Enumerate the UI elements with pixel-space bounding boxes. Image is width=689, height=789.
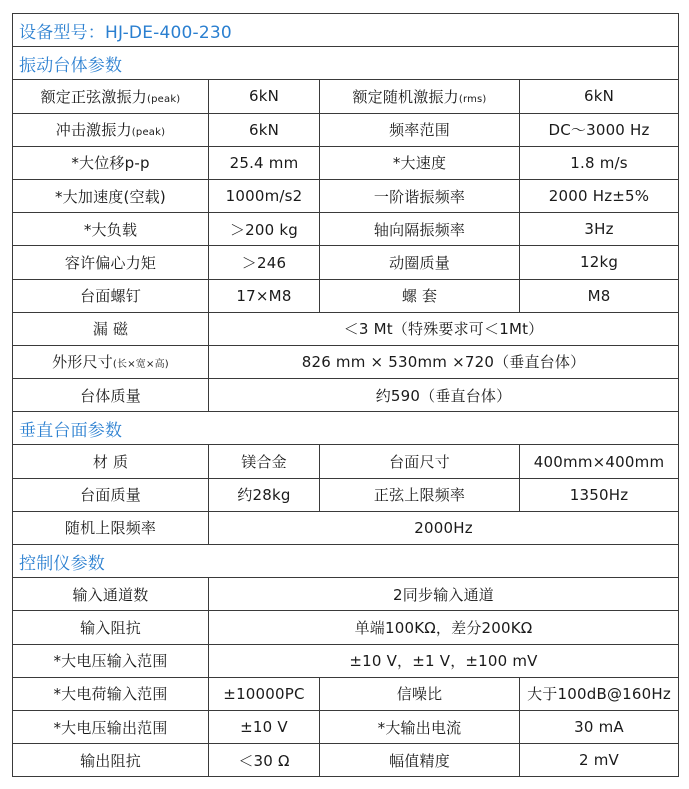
- param-label: 额定正弦激振力(peak): [13, 80, 209, 113]
- param-label: *大电荷输入范围: [13, 677, 209, 710]
- table-row: [13, 744, 679, 777]
- param-value: ＜3 Mt（特殊要求可＜1Mt）: [209, 312, 679, 345]
- param-label: *大负载: [13, 213, 209, 246]
- table-row: [13, 478, 679, 511]
- section-header-row: [13, 412, 679, 445]
- section-heading-table: 垂直台面参数: [13, 412, 679, 445]
- param-value: 2000 Hz±5%: [520, 179, 679, 212]
- param-label: 正弦上限频率: [320, 478, 520, 511]
- param-value: 400mm×400mm: [520, 445, 679, 478]
- param-value: 6kN: [209, 80, 320, 113]
- param-label: 一阶谐振频率: [320, 179, 520, 212]
- label-suffix: (peak): [146, 93, 181, 105]
- param-label: 输入通道数: [13, 578, 209, 611]
- param-label: *大加速度(空载): [13, 179, 209, 212]
- param-value: DC～3000 Hz: [520, 113, 679, 146]
- param-value: 6kN: [209, 113, 320, 146]
- model-row: [13, 14, 679, 47]
- param-value: ＞246: [209, 246, 320, 279]
- param-label: 螺 套: [320, 279, 520, 312]
- param-label: 信噪比: [320, 677, 520, 710]
- param-label: *大电压输出范围: [13, 710, 209, 743]
- table-row: [13, 345, 679, 378]
- param-label: 台面尺寸: [320, 445, 520, 478]
- param-value: 1.8 m/s: [520, 146, 679, 179]
- label-suffix: (rms): [458, 93, 487, 105]
- table-row: [13, 710, 679, 743]
- param-label: *大输出电流: [320, 710, 520, 743]
- param-value: 30 mA: [520, 710, 679, 743]
- param-value: 6kN: [520, 80, 679, 113]
- table-row: [13, 578, 679, 611]
- table-row: [13, 179, 679, 212]
- param-value: 大于100dB@160Hz: [520, 677, 679, 710]
- table-row: [13, 279, 679, 312]
- param-value: ±10000PC: [209, 677, 320, 710]
- table-row: [13, 246, 679, 279]
- table-row: [13, 445, 679, 478]
- param-value: 1000m/s2: [209, 179, 320, 212]
- table-row: [13, 677, 679, 710]
- section-heading-controller: 控制仪参数: [13, 545, 679, 578]
- model-heading: 设备型号：HJ-DE-400-230: [13, 14, 679, 47]
- param-label: 额定随机激振力(rms): [320, 80, 520, 113]
- param-label: 漏 磁: [13, 312, 209, 345]
- param-label: 冲击激振力(peak): [13, 113, 209, 146]
- param-label: *大电压输入范围: [13, 644, 209, 677]
- param-value: 2同步输入通道: [209, 578, 679, 611]
- param-label: 轴向隔振频率: [320, 213, 520, 246]
- param-value: 单端100KΩ，差分200KΩ: [209, 611, 679, 644]
- table-row: [13, 146, 679, 179]
- table-row: [13, 113, 679, 146]
- param-label: *大位移p-p: [13, 146, 209, 179]
- param-value: 3Hz: [520, 213, 679, 246]
- param-value: 约28kg: [209, 478, 320, 511]
- table-row: [13, 312, 679, 345]
- param-value: 2 mV: [520, 744, 679, 777]
- param-label: *大速度: [320, 146, 520, 179]
- param-label: 频率范围: [320, 113, 520, 146]
- table-row: [13, 611, 679, 644]
- param-value: 1350Hz: [520, 478, 679, 511]
- param-value: 镁合金: [209, 445, 320, 478]
- param-value: 2000Hz: [209, 511, 679, 544]
- table-row: [13, 213, 679, 246]
- table-row: [13, 511, 679, 544]
- param-value: ＜30 Ω: [209, 744, 320, 777]
- param-value: 12kg: [520, 246, 679, 279]
- param-label: 动圈质量: [320, 246, 520, 279]
- label-suffix: (peak): [131, 127, 166, 139]
- param-label: 外形尺寸(长×宽×高): [13, 345, 209, 378]
- param-value: M8: [520, 279, 679, 312]
- table-row: [13, 644, 679, 677]
- section-header-row: [13, 545, 679, 578]
- param-label: 容许偏心力矩: [13, 246, 209, 279]
- param-label: 台面螺钉: [13, 279, 209, 312]
- param-label: 台面质量: [13, 478, 209, 511]
- table-row: [13, 379, 679, 412]
- param-label: 随机上限频率: [13, 511, 209, 544]
- param-value: 25.4 mm: [209, 146, 320, 179]
- table-row: [13, 80, 679, 113]
- param-value: ±10 V: [209, 710, 320, 743]
- param-label: 输出阻抗: [13, 744, 209, 777]
- spec-table: [12, 13, 679, 777]
- param-value: ＞200 kg: [209, 213, 320, 246]
- param-label: 输入阻抗: [13, 611, 209, 644]
- section-heading-body: 振动台体参数: [13, 47, 679, 80]
- param-value: 17×M8: [209, 279, 320, 312]
- section-header-row: [13, 47, 679, 80]
- param-value: 826 mm × 530mm ×720（垂直台体）: [209, 345, 679, 378]
- param-value: 约590（垂直台体）: [209, 379, 679, 412]
- param-label: 幅值精度: [320, 744, 520, 777]
- label-suffix: (长×宽×高): [112, 359, 169, 371]
- param-label: 材 质: [13, 445, 209, 478]
- param-label: 台体质量: [13, 379, 209, 412]
- param-value: ±10 V，±1 V，±100 mV: [209, 644, 679, 677]
